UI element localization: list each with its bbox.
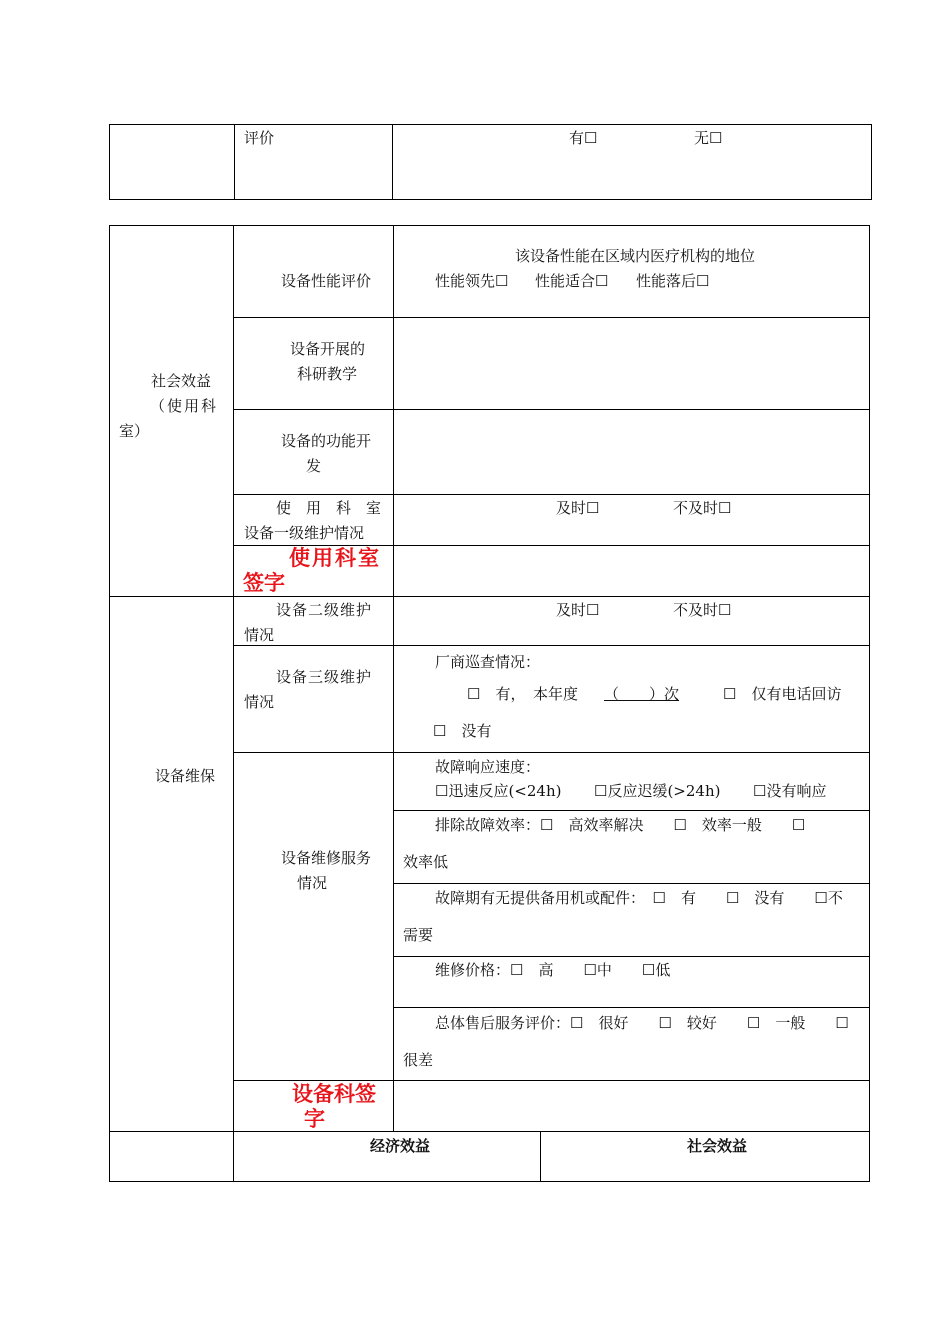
performance-lead-checkbox[interactable]: 性能领先☐ bbox=[435, 272, 509, 290]
overall-line2: 很差 bbox=[403, 1051, 434, 1069]
response-fast-checkbox[interactable]: ☐迅速反应(<24h) bbox=[435, 782, 562, 800]
maint1-late-checkbox[interactable]: 不及时☐ bbox=[673, 499, 732, 517]
social-label-line2: （使用科 bbox=[150, 397, 219, 415]
checkbox-yes[interactable]: 有☐ bbox=[569, 129, 598, 147]
performance-fit-checkbox[interactable]: 性能适合☐ bbox=[535, 272, 609, 290]
maint1-label-line1: 使 用 科 室 bbox=[276, 499, 382, 517]
performance-title: 该设备性能在区域内医疗机构的地位 bbox=[515, 247, 756, 265]
efficiency-line2: 效率低 bbox=[403, 853, 449, 871]
inspection-none-checkbox[interactable]: ☐ 没有 bbox=[433, 722, 492, 740]
inspection-times-field[interactable]: （ ）次 bbox=[604, 685, 680, 703]
maintenance-section-label: 设备维保 bbox=[155, 767, 216, 785]
inspection-title: 厂商巡查情况： bbox=[435, 653, 541, 671]
response-none-checkbox[interactable]: ☐没有响应 bbox=[753, 782, 827, 800]
price-line[interactable]: 维修价格：☐ 高 ☐中 ☐低 bbox=[435, 961, 671, 979]
dept-sign-label-line1: 使用科室 bbox=[289, 546, 381, 570]
level3-label-line2: 情况 bbox=[244, 693, 275, 711]
spare-line1[interactable]: 故障期有无提供备用机或配件： ☐ 有 ☐ 没有 ☐不 bbox=[435, 889, 843, 907]
economic-benefit-header: 经济效益 bbox=[370, 1137, 431, 1155]
evaluation-label: 评价 bbox=[244, 129, 275, 147]
social-benefit-header: 社会效益 bbox=[687, 1137, 748, 1155]
level2-late-checkbox[interactable]: 不及时☐ bbox=[673, 601, 732, 619]
response-slow-checkbox[interactable]: ☐反应迟缓(>24h) bbox=[594, 782, 721, 800]
dept-sign-label-line2: 签字 bbox=[243, 571, 285, 595]
level2-label-line1: 设备二级维护 bbox=[276, 601, 373, 619]
performance-label: 设备性能评价 bbox=[281, 272, 372, 290]
service-label-line2: 情况 bbox=[297, 874, 328, 892]
inspection-phone-checkbox[interactable]: ☐ 仅有电话回访 bbox=[723, 685, 842, 703]
level2-timely-checkbox[interactable]: 及时☐ bbox=[556, 601, 600, 619]
social-label-line3: 室） bbox=[119, 422, 150, 440]
equip-dept-sign-line1: 设备科签 bbox=[292, 1082, 376, 1106]
maint1-timely-checkbox[interactable]: 及时☐ bbox=[556, 499, 600, 517]
function-label-line1: 设备的功能开 bbox=[281, 432, 372, 450]
research-label-line1: 设备开展的 bbox=[290, 340, 366, 358]
social-label-line1: 社会效益 bbox=[151, 372, 212, 390]
efficiency-line1[interactable]: 排除故障效率：☐ 高效率解决 ☐ 效率一般 ☐ bbox=[435, 816, 806, 834]
performance-lag-checkbox[interactable]: 性能落后☐ bbox=[636, 272, 710, 290]
research-label-line2: 科研教学 bbox=[297, 365, 358, 383]
overall-line1[interactable]: 总体售后服务评价：☐ 很好 ☐ 较好 ☐ 一般 ☐ bbox=[435, 1014, 849, 1032]
inspection-have-checkbox[interactable]: ☐ 有， 本年度 bbox=[467, 685, 578, 703]
function-label-line2: 发 bbox=[306, 457, 322, 475]
checkbox-no[interactable]: 无☐ bbox=[694, 129, 723, 147]
response-title: 故障响应速度： bbox=[435, 758, 541, 776]
level2-label-line2: 情况 bbox=[244, 626, 275, 644]
service-label-line1: 设备维修服务 bbox=[281, 849, 372, 867]
level3-label-line1: 设备三级维护 bbox=[276, 668, 373, 686]
maint1-label-line2: 设备一级维护情况 bbox=[244, 524, 365, 542]
spare-line2: 需要 bbox=[403, 926, 434, 944]
equip-dept-sign-line2: 字 bbox=[304, 1107, 325, 1131]
